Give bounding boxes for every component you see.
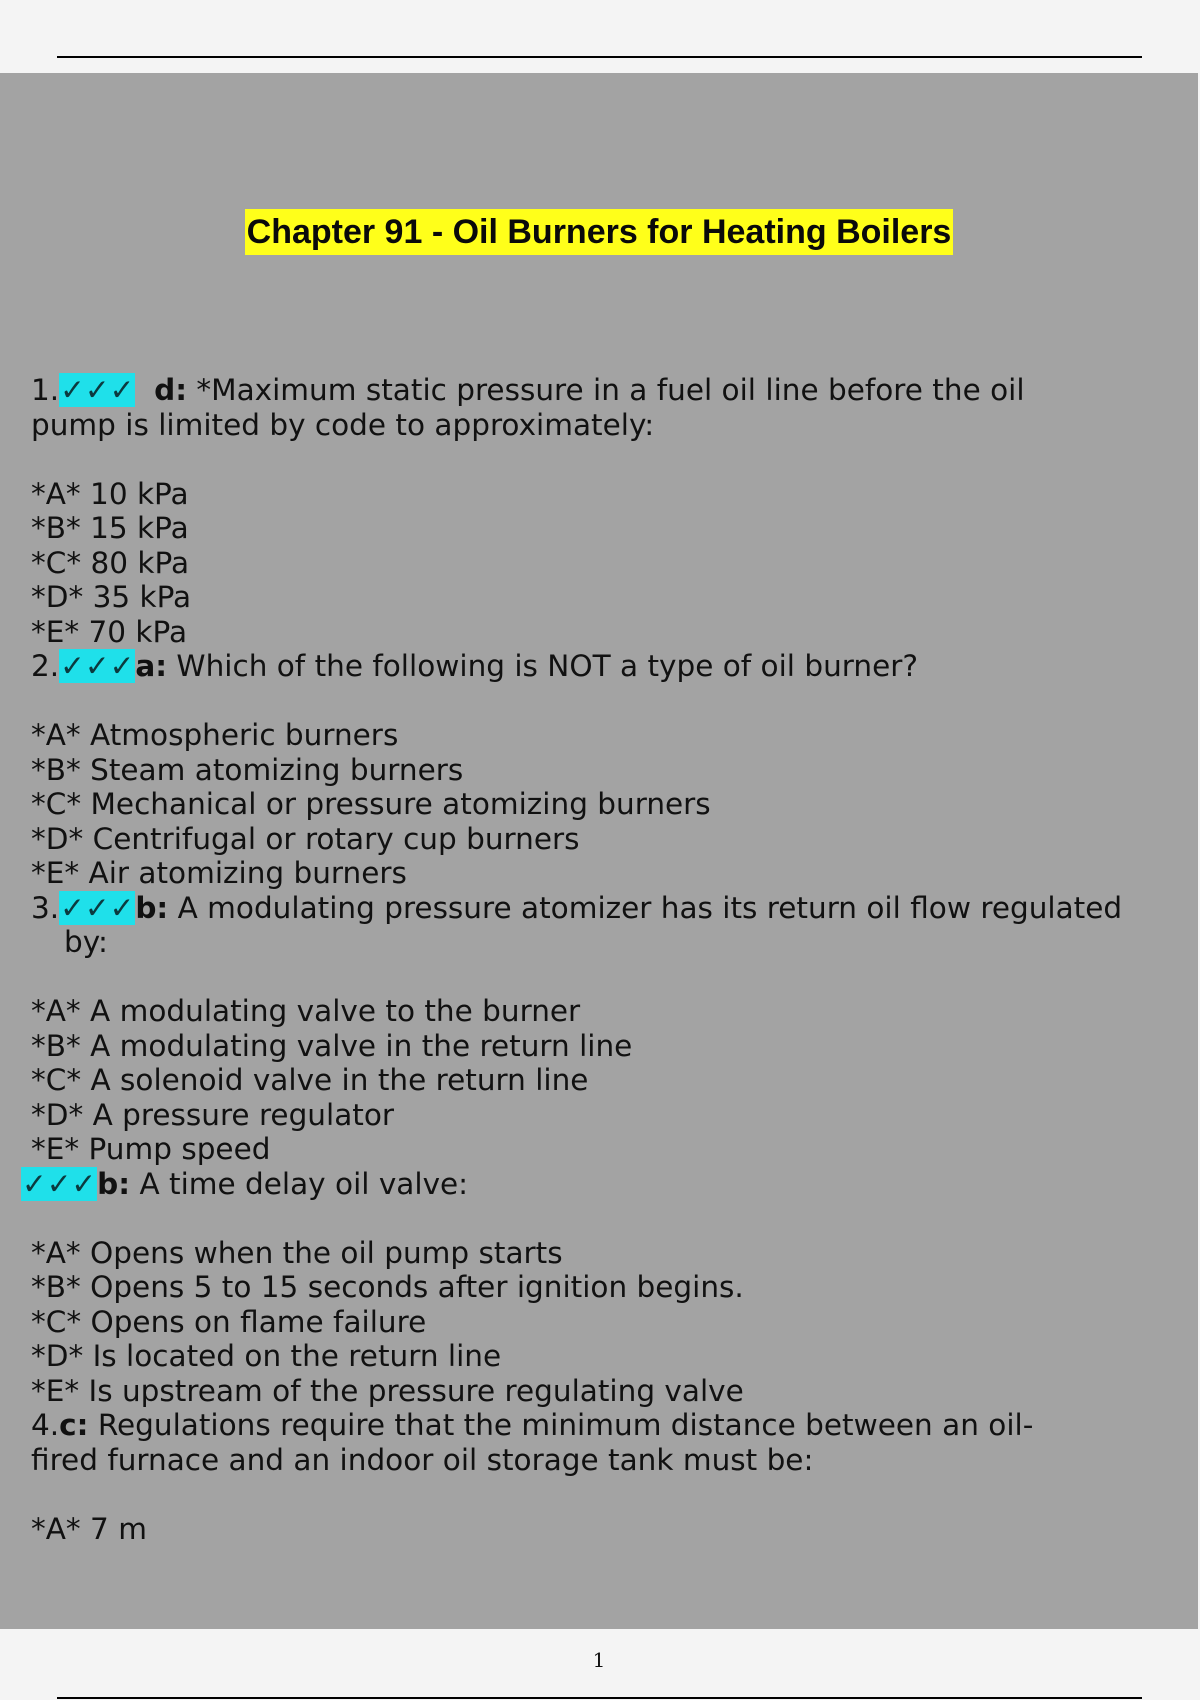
document-page	[0, 73, 1198, 1672]
option: *C* Mechanical or pressure atomizing burners	[31, 787, 711, 821]
answer-key: a:	[135, 649, 168, 683]
option: *E* Air atomizing burners	[31, 856, 407, 890]
check-marks-icon: ✓✓✓	[60, 890, 135, 925]
question-text: *Maximum static pressure in a fuel oil line before the oil	[187, 373, 1025, 407]
option: *B* Steam atomizing burners	[31, 752, 464, 787]
question-text: Which of the following is NOT a type of oil burner?	[167, 649, 919, 683]
option: *A* A modulating valve to the burner	[31, 994, 581, 1028]
question-text: Regulations require that the minimum distance between an oil-	[88, 1408, 1034, 1442]
question-1-line-1	[31, 373, 1191, 408]
page-title: Chapter 91 - Oil Burners for Heating Boilers	[245, 209, 954, 255]
option: *A* 7 m	[31, 1511, 147, 1546]
question-3-line-1	[31, 891, 1191, 926]
question-list	[22, 373, 1191, 1546]
option: *B* 15 kPa	[31, 511, 189, 545]
check-marks-icon: ✓✓✓	[60, 373, 135, 407]
answer-key: b:	[97, 1166, 131, 1201]
option: *A* Atmospheric burners	[31, 718, 399, 752]
option: *D* Centrifugal or rotary cup burners	[31, 821, 580, 856]
option: *A* Opens when the oil pump starts	[31, 1235, 563, 1270]
option: *C* Opens on flame failure	[31, 1304, 427, 1339]
answer-key: c:	[59, 1408, 89, 1442]
title-wrap	[0, 209, 1198, 255]
question-text: A modulating pressure atomizer has its return oil flow regulated	[168, 890, 1123, 925]
option: *D* A pressure regulator	[31, 1097, 395, 1132]
question-4-line-2: fired furnace and an indoor oil storage tank must be:	[31, 1442, 814, 1477]
question-number: 3.	[31, 890, 60, 925]
page-number: 1	[592, 1648, 606, 1672]
answer-key: b:	[135, 890, 169, 925]
question-4-line-1	[31, 1408, 1191, 1443]
question-number: 2.	[31, 649, 60, 683]
bottom-rule	[57, 1697, 1142, 1699]
option: *B* Opens 5 to 15 seconds after ignition begins.	[31, 1270, 744, 1304]
option: *D* Is located on the return line	[31, 1339, 502, 1373]
top-rule	[57, 56, 1142, 58]
option: *E* Is upstream of the pressure regulating valve	[31, 1373, 744, 1408]
answer-key: d:	[154, 373, 187, 407]
question-1-line-2: pump is limited by code to approximately:	[31, 407, 655, 442]
option: *C* 80 kPa	[31, 545, 190, 580]
question-number: 1.	[31, 373, 60, 407]
option: *E* Pump speed	[31, 1132, 271, 1166]
option: *D* 35 kPa	[31, 580, 192, 614]
question-number: 4.	[31, 1408, 60, 1442]
check-marks-icon: ✓✓✓	[22, 1166, 97, 1201]
option: *E* 70 kPa	[31, 614, 188, 649]
option: *B* A modulating valve in the return line	[31, 1028, 633, 1063]
check-marks-icon: ✓✓✓	[60, 649, 135, 683]
question-unnumbered-line-1	[21, 1167, 1191, 1202]
question-text: A time delay oil valve:	[130, 1166, 469, 1201]
option: *A* 10 kPa	[31, 476, 189, 511]
question-3-line-2: by:	[64, 925, 108, 959]
option: *C* A solenoid valve in the return line	[31, 1063, 589, 1097]
question-2-line-1	[31, 649, 1191, 684]
